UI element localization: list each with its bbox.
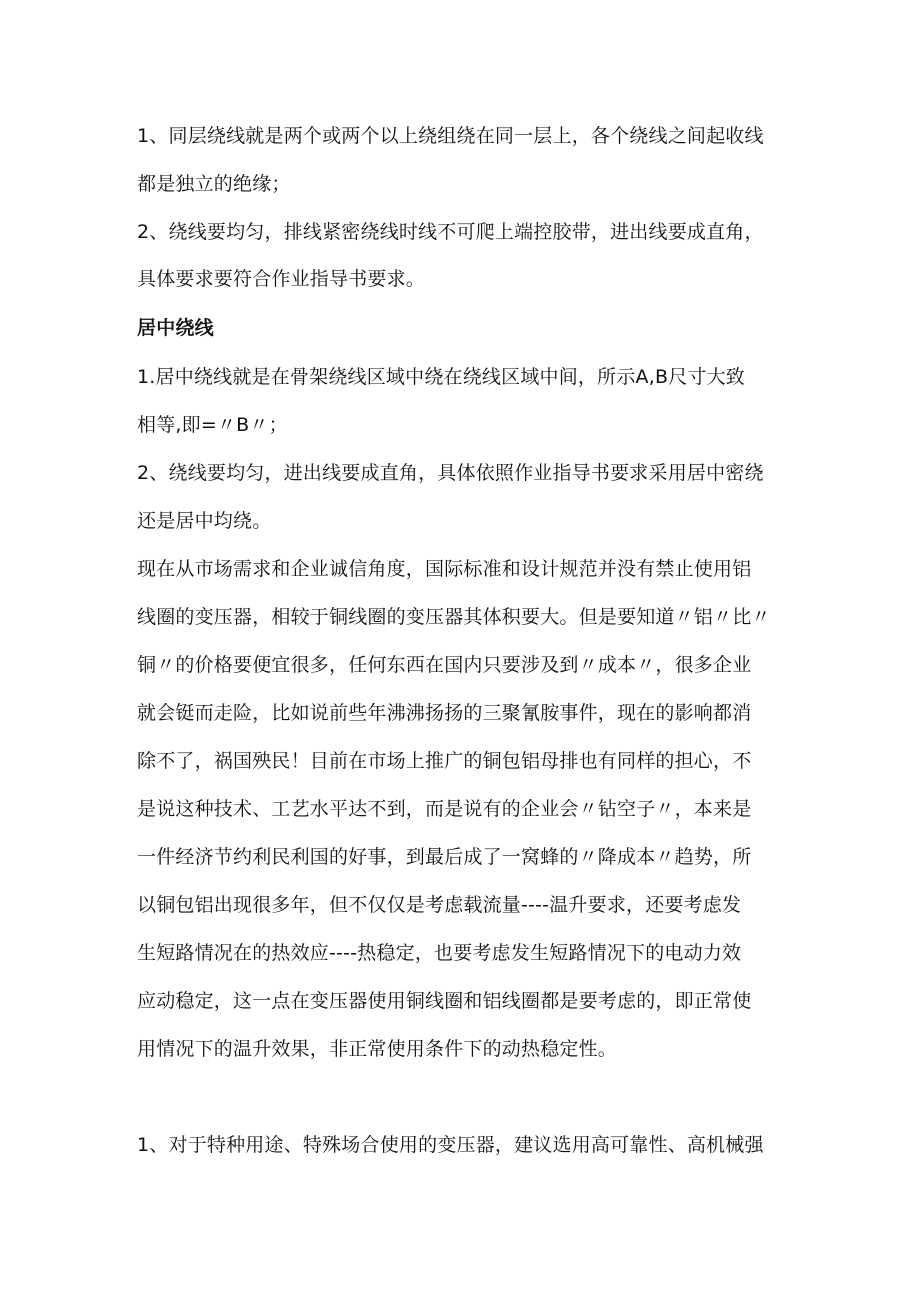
- text-line: 具体要求要符合作业指导书要求。: [137, 268, 426, 290]
- text-line: 铜〃的价格要便宜很多，任何东西在国内只要涉及到〃成本〃，很多企业: [137, 654, 752, 676]
- text-line: 1、对于特种用途、特殊场合使用的变压器，建议选用高可靠性、高机械强: [137, 1134, 764, 1156]
- text-line: 线圈的变压器，相较于铜线圈的变压器其体积要大。但是要知道〃铝〃比〃: [137, 606, 771, 628]
- text-line: 现在从市场需求和企业诚信角度，国际标准和设计规范并没有禁止使用铝: [137, 558, 752, 580]
- text-line: 以铜包铝出现很多年，但不仅仅是考虑载流量----温升要求，还要考虑发: [137, 894, 742, 916]
- text-line: 2、绕线要均匀，排线紧密绕线时线不可爬上端控胶带，进出线要成直角，: [137, 221, 764, 243]
- text-line: 还是居中均绕。: [137, 510, 272, 532]
- text-line: 用情况下的温升效果，非正常使用条件下的动热稳定性。: [137, 1038, 618, 1060]
- text-line: 都是独立的绝缘；: [137, 173, 291, 195]
- text-line: 是说这种技术、工艺水平达不到，而是说有的企业会〃钻空子〃，本来是: [137, 798, 752, 820]
- section-heading: 居中绕线: [137, 317, 214, 339]
- text-line: 1、同层绕线就是两个或两个以上绕组绕在同一层上，各个绕线之间起收线: [137, 125, 764, 147]
- text-line: 除不了，祸国殃民！目前在市场上推广的铜包铝母排也有同样的担心，不: [137, 750, 752, 772]
- text-line: 就会铤而走险，比如说前些年沸沸扬扬的三聚氰胺事件，现在的影响都消: [137, 702, 752, 724]
- text-line: 2、绕线要均匀，进出线要成直角，具体依照作业指导书要求采用居中密绕: [137, 462, 764, 484]
- text-line: 相等,即=〃B〃；: [137, 414, 288, 436]
- text-line: 一件经济节约利民利国的好事，到最后成了一窝蜂的〃降成本〃趋势，所: [137, 846, 752, 868]
- text-line: 生短路情况在的热效应----热稳定，也要考虑发生短路情况下的电动力效: [137, 942, 742, 964]
- text-line: 应动稳定，这一点在变压器使用铜线圈和铝线圈都是要考虑的，即正常使: [137, 990, 752, 1012]
- text-line: 1.居中绕线就是在骨架绕线区域中绕在绕线区域中间，所示A,B尺寸大致: [137, 366, 746, 388]
